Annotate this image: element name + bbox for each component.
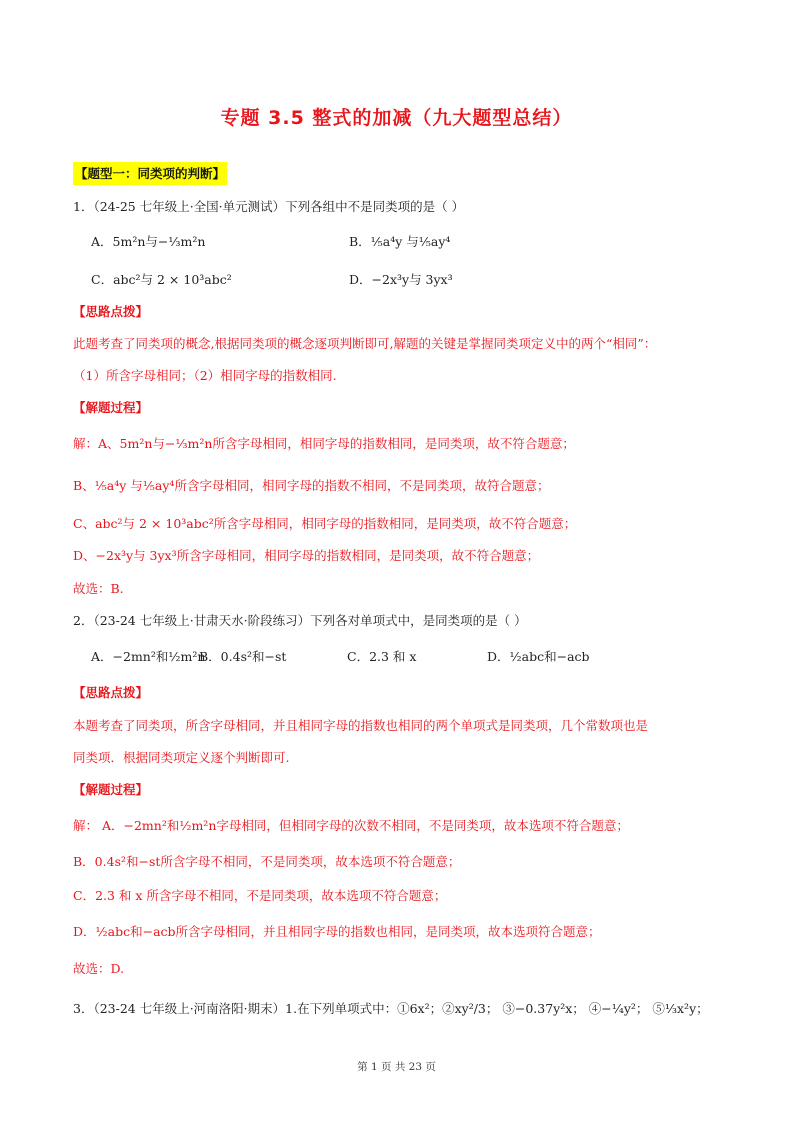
q2-solution-line-3: C．2.3 和 x 所含字母不相同，不是同类项，故本选项不符合题意； — [73, 888, 447, 903]
q1-option-a: A．5m²n与−⅓m²n — [91, 234, 206, 249]
q1-hint-label: 【思路点拨】 — [73, 304, 149, 319]
q1-solution-line-3: C、abc²与 2 × 10³abc²所含字母相同，相同字母的指数相同，是同类项，故不符合题意； — [73, 516, 577, 531]
section-badge: 【题型一：同类项的判断】 — [73, 162, 227, 185]
q1-hint-line-2: （1）所含字母相同；（2）相同字母的指数相同. — [73, 368, 337, 383]
q1-answer: 故选：B. — [73, 581, 124, 596]
page-footer: 第 1 页 共 23 页 — [357, 1061, 436, 1073]
q2-option-b: B．0.4s²和−st — [199, 649, 287, 664]
q2-solution-line-2: B．0.4s²和−st所含字母不相同，不是同类项，故本选项不符合题意； — [73, 854, 461, 869]
q1-solution-line-4: D、−2x³y与 3yx³所含字母相同，相同字母的指数相同，是同类项，故不符合题意； — [73, 548, 540, 563]
q1-option-c: C．abc²与 2 × 10³abc² — [91, 272, 232, 287]
q2-option-a: A．−2mn²和½m²n — [91, 649, 206, 664]
q1-solution-line-2: B、⅕a⁴y 与⅕ay⁴所含字母相同，相同字母的指数不相同，不是同类项，故符合题意； — [73, 478, 550, 493]
q2-solution-line-1: 解： A．−2mn²和½m²n字母相同，但相同字母的次数不相同，不是同类项，故本选项不符合题意； — [73, 818, 629, 833]
q2-answer: 故选：D. — [73, 961, 125, 976]
q3-stem: 3．（23-24 七年级上·河南洛阳·期末）1.在下列单项式中：①6x²；②xy²/3； ③−0.37y²x； ④−¼y²； ⑤⅓x²y； — [73, 1001, 709, 1016]
q2-hint-label: 【思路点拨】 — [73, 685, 149, 700]
q2-option-c: C．2.3 和 x — [347, 649, 417, 664]
q2-option-d: D．½abc和−acb — [487, 649, 590, 664]
q1-stem: 1．（24-25 七年级上·全国·单元测试）下列各组中不是同类项的是（ ） — [73, 199, 465, 214]
q2-solution-line-4: D．½abc和−acb所含字母相同，并且相同字母的指数也相同，是同类项，故本选项符合题意； — [73, 924, 601, 939]
page-title: 专题 3.5 整式的加减（九大题型总结） — [220, 107, 573, 129]
q1-option-b: B．⅕a⁴y 与⅕ay⁴ — [349, 234, 451, 249]
q1-solution-label: 【解题过程】 — [73, 400, 149, 415]
q2-hint-line-1: 本题考查了同类项，所含字母相同，并且相同字母的指数也相同的两个单项式是同类项，几个常数项也是 — [73, 718, 649, 733]
q1-solution-line-1: 解：A、5m²n与−⅓m²n所含字母相同，相同字母的指数相同，是同类项，故不符合题意； — [73, 436, 575, 451]
q2-hint-line-2: 同类项．根据同类项定义逐个判断即可. — [73, 750, 290, 765]
q2-stem: 2．（23-24 七年级上·甘肃天水·阶段练习）下列各对单项式中，是同类项的是（ ） — [73, 613, 527, 628]
q1-hint-line-1: 此题考查了同类项的概念,根据同类项的概念逐项判断即可,解题的关键是掌握同类项定义中的两个“相同”： — [73, 336, 657, 351]
q2-solution-label: 【解题过程】 — [73, 782, 149, 797]
q1-option-d: D．−2x³y与 3yx³ — [349, 272, 453, 287]
